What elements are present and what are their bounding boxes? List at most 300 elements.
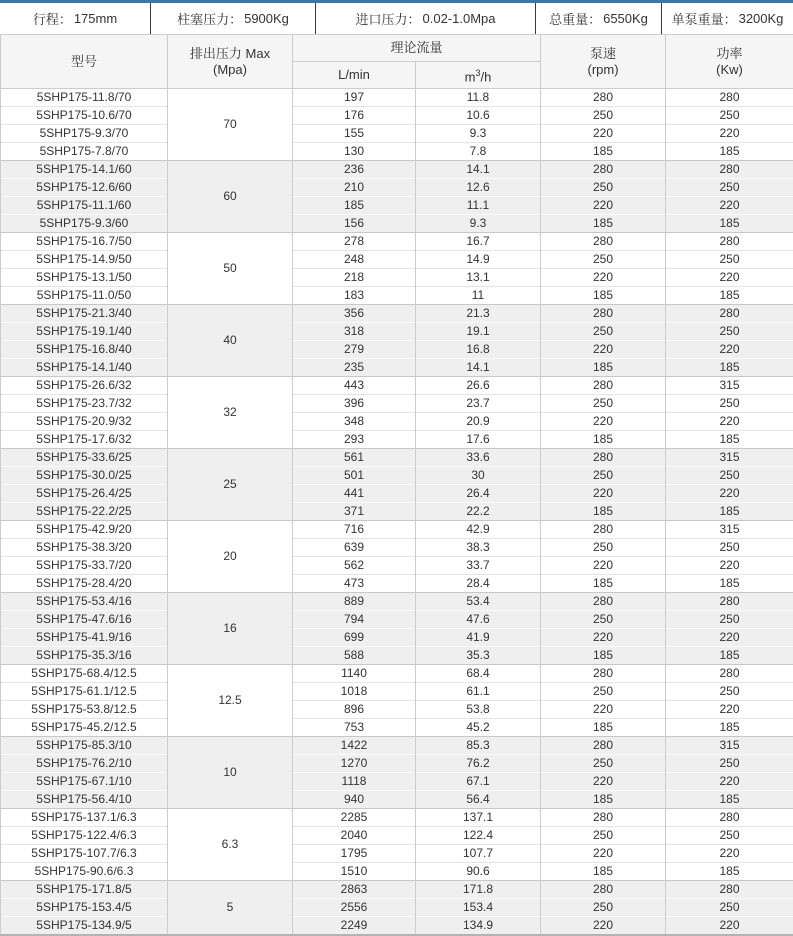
header-power-title: 功率 (666, 46, 793, 62)
model-cell: 5SHP175-42.9/20 (1, 521, 168, 539)
flow-lmin-cell: 441 (293, 485, 416, 503)
flow-lmin-cell: 185 (293, 197, 416, 215)
model-cell: 5SHP175-122.4/6.3 (1, 827, 168, 845)
table-row (1, 89, 793, 107)
power-cell: 250 (666, 467, 793, 485)
model-cell: 5SHP175-20.9/32 (1, 413, 168, 431)
power-cell: 315 (666, 377, 793, 395)
model-cell: 5SHP175-11.8/70 (1, 89, 168, 107)
flow-lmin-cell: 1795 (293, 845, 416, 863)
table-row (1, 773, 793, 791)
pump-speed-cell: 280 (541, 737, 666, 755)
table-row (1, 269, 793, 287)
pump-speed-cell: 185 (541, 719, 666, 737)
table-row (1, 917, 793, 936)
power-cell: 220 (666, 341, 793, 359)
model-cell: 5SHP175-19.1/40 (1, 323, 168, 341)
discharge-pressure-cell: 70 (168, 89, 293, 161)
flow-m3h-cell: 16.7 (416, 233, 541, 251)
model-cell: 5SHP175-11.1/60 (1, 197, 168, 215)
pump-speed-cell: 250 (541, 251, 666, 269)
header-pump-speed-unit: (rpm) (541, 62, 665, 78)
flow-m3h-cell: 53.4 (416, 593, 541, 611)
table-row (1, 503, 793, 521)
power-cell: 280 (666, 593, 793, 611)
flow-lmin-cell: 235 (293, 359, 416, 377)
power-cell: 220 (666, 773, 793, 791)
table-row (1, 827, 793, 845)
flow-lmin-cell: 1270 (293, 755, 416, 773)
power-cell: 280 (666, 665, 793, 683)
table-row (1, 557, 793, 575)
flow-m3h-cell: 76.2 (416, 755, 541, 773)
flow-m3h-cell: 90.6 (416, 863, 541, 881)
flow-m3h-cell: 7.8 (416, 143, 541, 161)
table-row (1, 719, 793, 737)
power-cell: 185 (666, 719, 793, 737)
power-cell: 185 (666, 575, 793, 593)
table-row (1, 539, 793, 557)
model-cell: 5SHP175-107.7/6.3 (1, 845, 168, 863)
flow-lmin-cell: 889 (293, 593, 416, 611)
table-row (1, 881, 793, 899)
table-row (1, 755, 793, 773)
table-row (1, 683, 793, 701)
table-row (1, 413, 793, 431)
pump-speed-cell: 250 (541, 755, 666, 773)
flow-m3h-cell: 134.9 (416, 917, 541, 936)
flow-m3h-cell: 56.4 (416, 791, 541, 809)
flow-m3h-cell: 13.1 (416, 269, 541, 287)
flow-lmin-cell: 501 (293, 467, 416, 485)
pump-speed-cell: 280 (541, 89, 666, 107)
pump-speed-cell: 185 (541, 575, 666, 593)
flow-lmin-cell: 794 (293, 611, 416, 629)
table-row (1, 305, 793, 323)
pump-speed-cell: 185 (541, 359, 666, 377)
flow-lmin-cell: 443 (293, 377, 416, 395)
model-cell: 5SHP175-17.6/32 (1, 431, 168, 449)
flow-m3h-cell: 42.9 (416, 521, 541, 539)
spec-value: 3200Kg (739, 11, 784, 26)
pump-speed-cell: 220 (541, 269, 666, 287)
pump-speed-cell: 220 (541, 197, 666, 215)
table-row (1, 251, 793, 269)
flow-m3h-cell: 38.3 (416, 539, 541, 557)
pump-speed-cell: 280 (541, 809, 666, 827)
model-cell: 5SHP175-38.3/20 (1, 539, 168, 557)
table-row (1, 323, 793, 341)
power-cell: 185 (666, 503, 793, 521)
flow-lmin-cell: 356 (293, 305, 416, 323)
flow-lmin-cell: 716 (293, 521, 416, 539)
pump-speed-cell: 250 (541, 323, 666, 341)
power-cell: 220 (666, 269, 793, 287)
table-row (1, 233, 793, 251)
spec-item-inlet-pressure (316, 3, 536, 34)
power-cell: 250 (666, 107, 793, 125)
pump-speed-cell: 280 (541, 521, 666, 539)
flow-lmin-cell: 639 (293, 539, 416, 557)
flow-m3h-cell: 9.3 (416, 125, 541, 143)
spec-table-body (1, 89, 793, 936)
model-cell: 5SHP175-12.6/60 (1, 179, 168, 197)
flow-m3h-cell: 53.8 (416, 701, 541, 719)
spec-value: 5900Kg (244, 11, 289, 26)
power-cell: 220 (666, 629, 793, 647)
power-cell: 220 (666, 701, 793, 719)
header-model: 型号 (1, 35, 168, 89)
flow-lmin-cell: 183 (293, 287, 416, 305)
flow-m3h-cell: 12.6 (416, 179, 541, 197)
flow-m3h-cell: 26.6 (416, 377, 541, 395)
pump-speed-cell: 220 (541, 125, 666, 143)
table-row (1, 845, 793, 863)
flow-m3h-cell: 19.1 (416, 323, 541, 341)
flow-m3h-cell: 16.8 (416, 341, 541, 359)
pump-speed-cell: 220 (541, 845, 666, 863)
model-cell: 5SHP175-134.9/5 (1, 917, 168, 936)
model-cell: 5SHP175-30.0/25 (1, 467, 168, 485)
discharge-pressure-cell: 20 (168, 521, 293, 593)
flow-m3h-cell: 61.1 (416, 683, 541, 701)
power-cell: 280 (666, 161, 793, 179)
flow-m3h-cell: 35.3 (416, 647, 541, 665)
model-cell: 5SHP175-53.8/12.5 (1, 701, 168, 719)
model-cell: 5SHP175-68.4/12.5 (1, 665, 168, 683)
power-cell: 250 (666, 827, 793, 845)
flow-lmin-cell: 2040 (293, 827, 416, 845)
flow-lmin-cell: 396 (293, 395, 416, 413)
pump-speed-cell: 185 (541, 215, 666, 233)
discharge-pressure-cell: 10 (168, 737, 293, 809)
model-cell: 5SHP175-7.8/70 (1, 143, 168, 161)
model-cell: 5SHP175-9.3/60 (1, 215, 168, 233)
pump-speed-cell: 185 (541, 647, 666, 665)
power-cell: 315 (666, 521, 793, 539)
spec-item-single-pump-weight (662, 3, 793, 34)
model-cell: 5SHP175-61.1/12.5 (1, 683, 168, 701)
spec-item-stroke (0, 3, 151, 34)
table-row (1, 809, 793, 827)
spec-value: 6550Kg (603, 11, 648, 26)
discharge-pressure-cell: 25 (168, 449, 293, 521)
power-cell: 280 (666, 305, 793, 323)
model-cell: 5SHP175-16.8/40 (1, 341, 168, 359)
power-cell: 185 (666, 215, 793, 233)
model-cell: 5SHP175-13.1/50 (1, 269, 168, 287)
model-cell: 5SHP175-47.6/16 (1, 611, 168, 629)
flow-m3h-cell: 30 (416, 467, 541, 485)
table-row (1, 161, 793, 179)
table-row (1, 395, 793, 413)
spec-label: 单泵重量： (672, 9, 737, 28)
pump-speed-cell: 250 (541, 107, 666, 125)
flow-m3h-cell: 137.1 (416, 809, 541, 827)
flow-lmin-cell: 473 (293, 575, 416, 593)
pump-speed-cell: 220 (541, 341, 666, 359)
discharge-pressure-cell: 6.3 (168, 809, 293, 881)
power-cell: 315 (666, 449, 793, 467)
pump-speed-cell: 185 (541, 143, 666, 161)
flow-m3h-cell: 171.8 (416, 881, 541, 899)
discharge-pressure-cell: 60 (168, 161, 293, 233)
model-cell: 5SHP175-14.9/50 (1, 251, 168, 269)
flow-m3h-cell: 23.7 (416, 395, 541, 413)
table-row (1, 179, 793, 197)
table-row (1, 647, 793, 665)
pump-speed-cell: 250 (541, 467, 666, 485)
flow-lmin-cell: 371 (293, 503, 416, 521)
pump-speed-cell: 280 (541, 665, 666, 683)
header-pump-speed-title: 泵速 (541, 46, 665, 62)
flow-m3h-cell: 22.2 (416, 503, 541, 521)
flow-lmin-cell: 318 (293, 323, 416, 341)
pump-speed-cell: 280 (541, 593, 666, 611)
model-cell: 5SHP175-16.7/50 (1, 233, 168, 251)
flow-lmin-cell: 348 (293, 413, 416, 431)
flow-lmin-cell: 279 (293, 341, 416, 359)
power-cell: 185 (666, 143, 793, 161)
pump-speed-cell: 185 (541, 863, 666, 881)
power-cell: 185 (666, 863, 793, 881)
spec-label: 总重量： (549, 9, 601, 28)
pump-speed-cell: 185 (541, 791, 666, 809)
header-theoretical-flow: 理论流量 (293, 35, 541, 62)
table-row (1, 107, 793, 125)
spec-label: 柱塞压力： (177, 9, 242, 28)
model-cell: 5SHP175-23.7/32 (1, 395, 168, 413)
flow-lmin-cell: 176 (293, 107, 416, 125)
model-cell: 5SHP175-76.2/10 (1, 755, 168, 773)
flow-m3h-cell: 11.8 (416, 89, 541, 107)
flow-m3h-cell: 11.1 (416, 197, 541, 215)
flow-m3h-cell: 17.6 (416, 431, 541, 449)
table-row (1, 593, 793, 611)
flow-m3h-cell: 41.9 (416, 629, 541, 647)
table-row (1, 791, 793, 809)
table-row (1, 377, 793, 395)
model-cell: 5SHP175-90.6/6.3 (1, 863, 168, 881)
pump-speed-cell: 220 (541, 557, 666, 575)
flow-m3h-cell: 122.4 (416, 827, 541, 845)
power-cell: 185 (666, 647, 793, 665)
table-row (1, 485, 793, 503)
model-cell: 5SHP175-21.3/40 (1, 305, 168, 323)
pump-speed-cell: 220 (541, 917, 666, 936)
flow-lmin-cell: 1422 (293, 737, 416, 755)
flow-m3h-cell: 11 (416, 287, 541, 305)
power-cell: 250 (666, 755, 793, 773)
pump-speed-cell: 280 (541, 449, 666, 467)
header-power (666, 35, 793, 89)
table-row (1, 899, 793, 917)
model-cell: 5SHP175-14.1/40 (1, 359, 168, 377)
table-row (1, 575, 793, 593)
power-cell: 250 (666, 611, 793, 629)
flow-lmin-cell: 2285 (293, 809, 416, 827)
pump-speed-cell: 280 (541, 305, 666, 323)
flow-lmin-cell: 588 (293, 647, 416, 665)
flow-lmin-cell: 562 (293, 557, 416, 575)
discharge-pressure-cell: 12.5 (168, 665, 293, 737)
pump-speed-cell: 250 (541, 395, 666, 413)
flow-lmin-cell: 278 (293, 233, 416, 251)
header-discharge-pressure-title: 排出压力 Max (168, 46, 292, 62)
pump-speed-cell: 280 (541, 881, 666, 899)
flow-m3h-cell: 85.3 (416, 737, 541, 755)
flow-m3h-cell: 67.1 (416, 773, 541, 791)
flow-lmin-cell: 248 (293, 251, 416, 269)
flow-lmin-cell: 197 (293, 89, 416, 107)
power-cell: 250 (666, 395, 793, 413)
power-cell: 250 (666, 683, 793, 701)
model-cell: 5SHP175-56.4/10 (1, 791, 168, 809)
power-cell: 250 (666, 539, 793, 557)
table-row (1, 143, 793, 161)
table-row (1, 611, 793, 629)
flow-lmin-cell: 753 (293, 719, 416, 737)
model-cell: 5SHP175-14.1/60 (1, 161, 168, 179)
pump-speed-cell: 220 (541, 701, 666, 719)
pump-speed-cell: 280 (541, 161, 666, 179)
flow-lmin-cell: 130 (293, 143, 416, 161)
pump-speed-cell: 220 (541, 413, 666, 431)
discharge-pressure-cell: 50 (168, 233, 293, 305)
pump-speed-cell: 250 (541, 539, 666, 557)
discharge-pressure-cell: 32 (168, 377, 293, 449)
flow-lmin-cell: 155 (293, 125, 416, 143)
pump-speed-cell: 250 (541, 899, 666, 917)
discharge-pressure-cell: 5 (168, 881, 293, 936)
flow-m3h-cell: 21.3 (416, 305, 541, 323)
discharge-pressure-cell: 16 (168, 593, 293, 665)
table-row (1, 215, 793, 233)
power-cell: 185 (666, 287, 793, 305)
model-cell: 5SHP175-153.4/5 (1, 899, 168, 917)
spec-value: 175mm (74, 11, 117, 26)
power-cell: 220 (666, 125, 793, 143)
flow-lmin-cell: 293 (293, 431, 416, 449)
table-row (1, 863, 793, 881)
spec-summary-bar (0, 3, 793, 34)
power-cell: 280 (666, 233, 793, 251)
power-cell: 220 (666, 917, 793, 936)
power-cell: 280 (666, 881, 793, 899)
header-power-unit: (Kw) (666, 62, 793, 78)
model-cell: 5SHP175-41.9/16 (1, 629, 168, 647)
model-cell: 5SHP175-22.2/25 (1, 503, 168, 521)
model-cell: 5SHP175-11.0/50 (1, 287, 168, 305)
power-cell: 250 (666, 179, 793, 197)
power-cell: 315 (666, 737, 793, 755)
pump-speed-cell: 185 (541, 431, 666, 449)
model-cell: 5SHP175-28.4/20 (1, 575, 168, 593)
model-cell: 5SHP175-33.7/20 (1, 557, 168, 575)
flow-lmin-cell: 1018 (293, 683, 416, 701)
flow-lmin-cell: 1118 (293, 773, 416, 791)
spec-item-total-weight (536, 3, 662, 34)
header-discharge-pressure (168, 35, 293, 89)
pump-spec-table (0, 34, 793, 936)
model-cell: 5SHP175-33.6/25 (1, 449, 168, 467)
model-cell: 5SHP175-53.4/16 (1, 593, 168, 611)
flow-lmin-cell: 1510 (293, 863, 416, 881)
flow-lmin-cell: 2556 (293, 899, 416, 917)
pump-speed-cell: 185 (541, 287, 666, 305)
power-cell: 220 (666, 197, 793, 215)
flow-lmin-cell: 940 (293, 791, 416, 809)
table-row (1, 197, 793, 215)
pump-speed-cell: 250 (541, 179, 666, 197)
model-cell: 5SHP175-26.4/25 (1, 485, 168, 503)
flow-m3h-cell: 33.6 (416, 449, 541, 467)
pump-speed-cell: 250 (541, 611, 666, 629)
flow-lmin-cell: 699 (293, 629, 416, 647)
pump-speed-cell: 220 (541, 629, 666, 647)
power-cell: 220 (666, 413, 793, 431)
header-discharge-pressure-unit: (Mpa) (168, 62, 292, 78)
flow-m3h-cell: 107.7 (416, 845, 541, 863)
table-row (1, 287, 793, 305)
table-row (1, 521, 793, 539)
flow-lmin-cell: 2249 (293, 917, 416, 936)
table-row (1, 737, 793, 755)
flow-lmin-cell: 210 (293, 179, 416, 197)
model-cell: 5SHP175-35.3/16 (1, 647, 168, 665)
flow-m3h-cell: 47.6 (416, 611, 541, 629)
model-cell: 5SHP175-171.8/5 (1, 881, 168, 899)
table-row (1, 341, 793, 359)
flow-lmin-cell: 156 (293, 215, 416, 233)
power-cell: 250 (666, 899, 793, 917)
table-header (1, 35, 793, 89)
pump-speed-cell: 220 (541, 485, 666, 503)
power-cell: 250 (666, 251, 793, 269)
flow-m3h-cell: 28.4 (416, 575, 541, 593)
flow-m3h-cell: 14.1 (416, 359, 541, 377)
power-cell: 220 (666, 845, 793, 863)
power-cell: 280 (666, 809, 793, 827)
pump-speed-cell: 280 (541, 233, 666, 251)
table-row (1, 665, 793, 683)
table-row (1, 431, 793, 449)
spec-label: 行程： (33, 9, 72, 28)
power-cell: 220 (666, 485, 793, 503)
model-cell: 5SHP175-85.3/10 (1, 737, 168, 755)
pump-speed-cell: 220 (541, 773, 666, 791)
pump-speed-cell: 250 (541, 683, 666, 701)
model-cell: 5SHP175-26.6/32 (1, 377, 168, 395)
flow-m3h-cell: 153.4 (416, 899, 541, 917)
header-flow-m3h: $m^3/h$ (416, 62, 541, 89)
flow-lmin-cell: 561 (293, 449, 416, 467)
spec-item-plunger-load (151, 3, 316, 34)
flow-lmin-cell: 896 (293, 701, 416, 719)
table-row (1, 629, 793, 647)
flow-m3h-cell: 20.9 (416, 413, 541, 431)
model-cell: 5SHP175-45.2/12.5 (1, 719, 168, 737)
flow-lmin-cell: 2863 (293, 881, 416, 899)
flow-m3h-cell: 33.7 (416, 557, 541, 575)
power-cell: 220 (666, 557, 793, 575)
flow-m3h-cell: 14.9 (416, 251, 541, 269)
header-flow-lmin: L/min (293, 62, 416, 89)
flow-m3h-cell: 45.2 (416, 719, 541, 737)
header-pump-speed (541, 35, 666, 89)
table-row (1, 701, 793, 719)
power-cell: 185 (666, 431, 793, 449)
